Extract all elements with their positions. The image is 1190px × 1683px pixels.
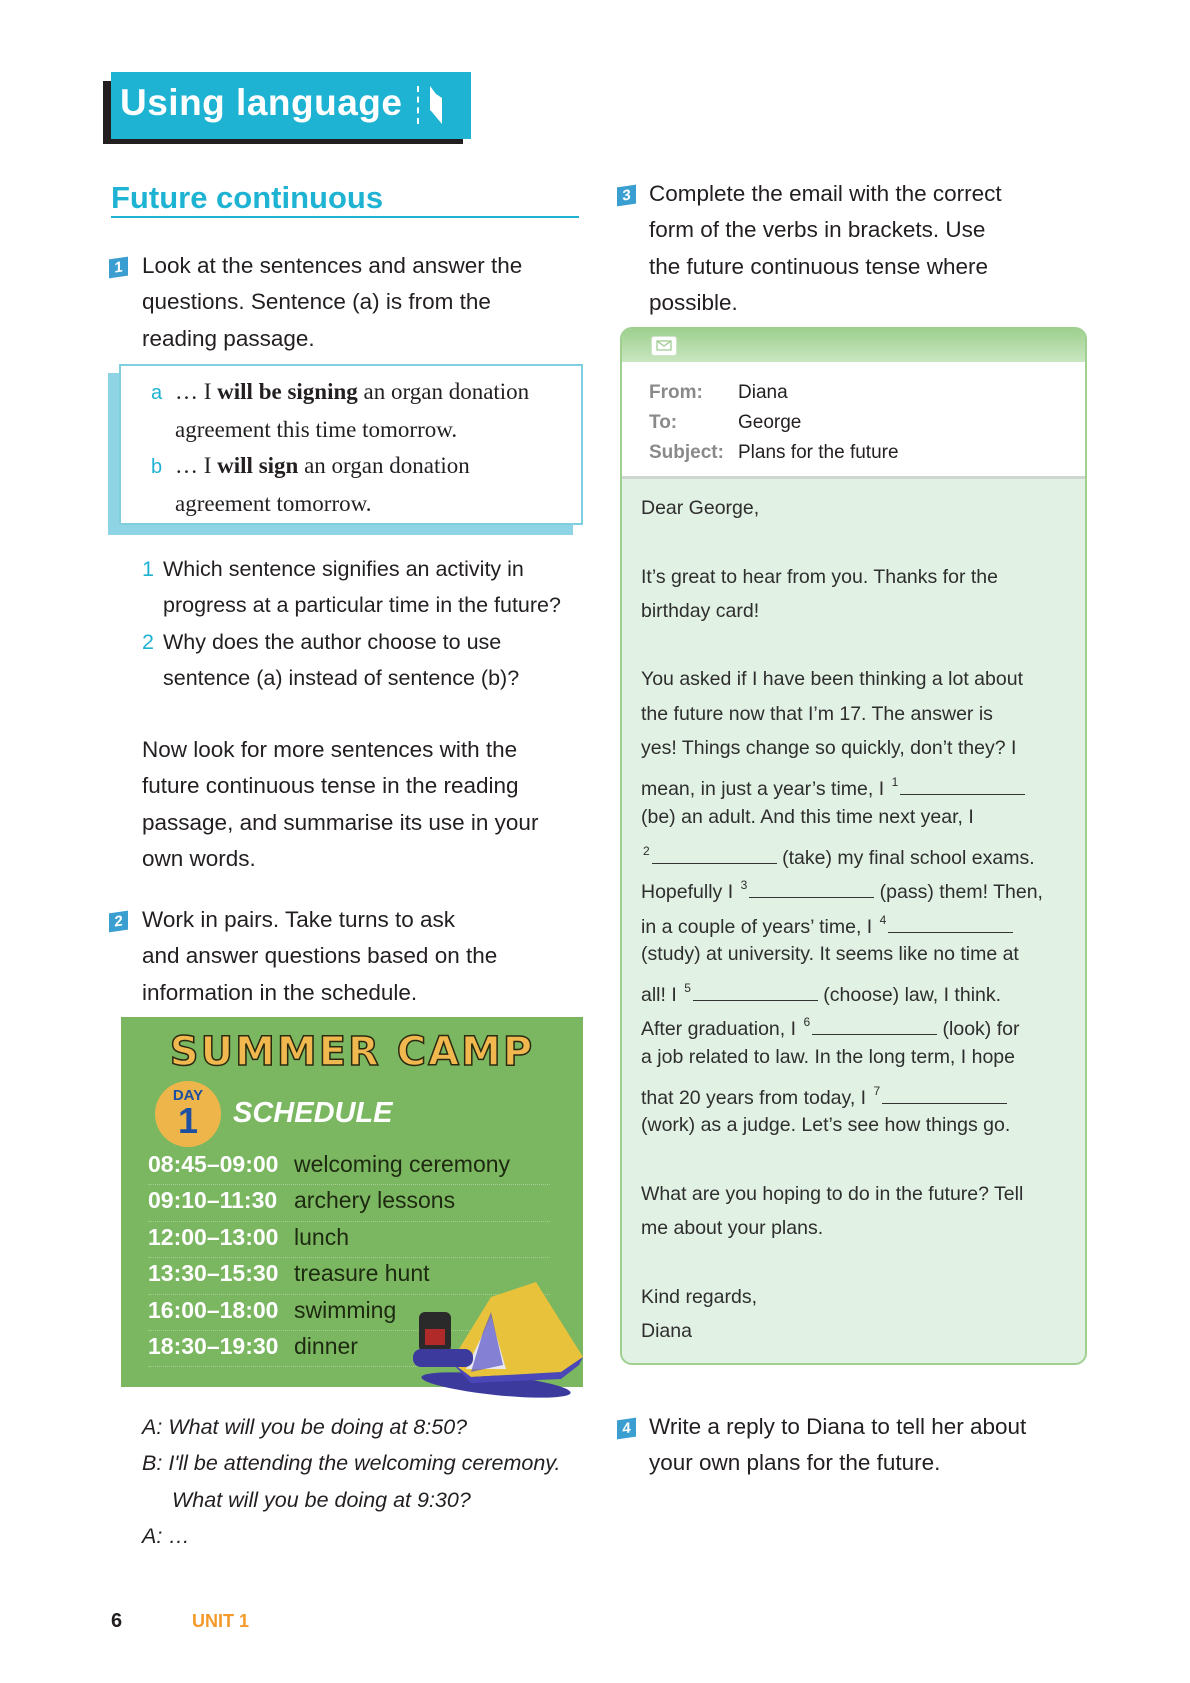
blank-number: 4 bbox=[879, 912, 887, 927]
example-text: agreement this time tomorrow. bbox=[175, 416, 458, 442]
blank-number: 6 bbox=[803, 1015, 811, 1030]
schedule-time: 08:45–09:00 bbox=[148, 1151, 279, 1177]
schedule-time: 12:00–13:00 bbox=[148, 1223, 279, 1250]
email-text: the future now that I’m 17. The answer is bbox=[641, 702, 993, 725]
dialogue-text: I'll be attending the welcoming ceremony. bbox=[168, 1451, 561, 1476]
blank-number: 1 bbox=[891, 775, 899, 790]
exercise-3-instruction bbox=[649, 176, 1002, 321]
example-b bbox=[151, 448, 581, 486]
blank-number: 7 bbox=[873, 1084, 881, 1099]
email-line bbox=[641, 937, 1081, 971]
schedule-heading: SCHEDULE bbox=[233, 1097, 393, 1129]
email-text: that 20 years from today, I bbox=[641, 1087, 872, 1110]
answer-blank[interactable] bbox=[900, 777, 1025, 795]
example-verb: will be signing bbox=[217, 379, 358, 404]
speaker: A: bbox=[142, 1415, 163, 1439]
email-line bbox=[641, 628, 1081, 662]
email-window bbox=[620, 327, 1087, 1365]
instruction-line: possible. bbox=[649, 289, 738, 315]
blank-number: 5 bbox=[684, 981, 691, 996]
email-from bbox=[649, 378, 1085, 408]
day-badge bbox=[155, 1081, 221, 1147]
schedule-row bbox=[148, 1185, 550, 1221]
blank-number: 3 bbox=[740, 878, 748, 893]
example-text: agreement tomorrow. bbox=[175, 490, 372, 516]
email-line bbox=[641, 971, 1081, 1005]
answer-blank[interactable] bbox=[882, 1086, 1007, 1104]
answer-blank[interactable] bbox=[888, 915, 1013, 933]
exercise-2-number-icon: 2 bbox=[109, 911, 128, 933]
email-line bbox=[641, 662, 1081, 696]
tent-illustration-icon bbox=[411, 1277, 591, 1402]
question-number: 1 bbox=[142, 557, 154, 581]
answer-blank[interactable] bbox=[812, 1017, 937, 1035]
email-header-bar bbox=[622, 329, 1085, 362]
example-text: … I bbox=[175, 453, 218, 478]
question-item bbox=[142, 551, 561, 587]
schedule-activity: archery lessons bbox=[294, 1187, 456, 1214]
dialogue-text: What will you be doing at 8:50? bbox=[168, 1415, 468, 1439]
email-text: (be) an adult. And this time next year, I bbox=[641, 805, 974, 828]
email-text: It’s great to hear from you. Thanks for the bbox=[641, 565, 998, 588]
dialogue-line bbox=[142, 1409, 560, 1445]
speaker: B: bbox=[142, 1451, 163, 1476]
dialogue-line bbox=[142, 1518, 560, 1554]
exercise-4-number-icon: 4 bbox=[617, 1418, 636, 1440]
dialogue-text: … bbox=[168, 1523, 190, 1548]
email-line bbox=[641, 834, 1081, 868]
questions-list bbox=[142, 551, 561, 696]
email-meta bbox=[622, 362, 1085, 479]
email-text: Dear George, bbox=[641, 497, 760, 519]
example-text: … I bbox=[175, 379, 218, 404]
email-text: yes! Things change so quickly, don’t they? I bbox=[641, 737, 1017, 760]
question-number: 2 bbox=[142, 629, 154, 654]
exercise-1-number-icon: 1 bbox=[109, 257, 128, 279]
to-label: To: bbox=[649, 412, 678, 433]
schedule-row bbox=[148, 1222, 550, 1258]
instruction-line: Write a reply to Diana to tell her about bbox=[649, 1414, 1027, 1439]
instruction-line: your own plans for the future. bbox=[649, 1450, 941, 1476]
question-item bbox=[142, 624, 561, 660]
instruction-line: Complete the email with the correct bbox=[649, 181, 1002, 206]
example-sentences-box bbox=[119, 364, 583, 525]
email-line bbox=[641, 731, 1081, 765]
email-text: After graduation, I bbox=[641, 1018, 802, 1041]
instruction-line: information in the schedule. bbox=[142, 979, 418, 1005]
email-line bbox=[641, 1005, 1081, 1039]
dialogue bbox=[142, 1409, 560, 1554]
schedule-title: SUMMER CAMP bbox=[169, 1029, 535, 1075]
from-value: Diana bbox=[738, 382, 788, 403]
email-text: (work) as a judge. Let’s see how things go. bbox=[641, 1114, 1011, 1137]
question-text: sentence (a) instead of sentence (b)? bbox=[163, 665, 520, 690]
banner-title: Using language bbox=[120, 82, 403, 123]
email-line bbox=[641, 1246, 1081, 1280]
email-line bbox=[641, 1143, 1081, 1177]
email-body bbox=[641, 491, 1081, 1348]
example-letter: a bbox=[151, 382, 163, 404]
email-text: (pass) them! Then, bbox=[874, 881, 1043, 904]
email-line bbox=[641, 1211, 1081, 1245]
example-text: an organ donation bbox=[357, 379, 530, 404]
schedule-activity: lunch bbox=[294, 1223, 349, 1250]
answer-blank[interactable] bbox=[749, 880, 874, 898]
email-text: a job related to law. In the long term, I hope bbox=[641, 1045, 1015, 1068]
email-text: (study) at university. It seems like no time at bbox=[641, 942, 1019, 965]
email-subject bbox=[649, 438, 1085, 468]
instruction-line: form of the verbs in brackets. Use bbox=[649, 217, 986, 243]
schedule-time: 16:00–18:00 bbox=[148, 1296, 279, 1323]
to-value: George bbox=[738, 412, 802, 433]
schedule-activity: swimming bbox=[294, 1296, 397, 1323]
answer-blank[interactable] bbox=[652, 846, 777, 864]
subject-label: Subject: bbox=[649, 442, 724, 463]
subject-value: Plans for the future bbox=[738, 442, 899, 463]
instruction-line: reading passage. bbox=[142, 325, 315, 351]
question-text: progress at a particular time in the future? bbox=[163, 593, 561, 618]
from-label: From: bbox=[649, 382, 703, 403]
summer-camp-schedule bbox=[121, 1017, 583, 1387]
bookmark-icon bbox=[428, 86, 444, 126]
speaker: A: bbox=[142, 1523, 163, 1548]
instruction-line: own words. bbox=[142, 845, 256, 871]
instruction-line: and answer questions based on the bbox=[142, 943, 498, 969]
email-line bbox=[641, 697, 1081, 731]
schedule-activity: treasure hunt bbox=[294, 1260, 430, 1287]
instruction-line: Look at the sentences and answer the bbox=[142, 253, 523, 278]
question-text: Which sentence signifies an activity in bbox=[163, 557, 524, 581]
instruction-line: future continuous tense in the reading bbox=[142, 773, 519, 799]
email-line bbox=[641, 903, 1081, 937]
day-number: 1 bbox=[177, 1100, 199, 1141]
exercise-1-instruction bbox=[142, 248, 522, 357]
email-line bbox=[641, 491, 1081, 525]
instruction-line: Work in pairs. Take turns to ask bbox=[142, 907, 456, 932]
example-verb: will sign bbox=[217, 453, 299, 478]
email-line bbox=[641, 1177, 1081, 1211]
email-text: in a couple of years’ time, I bbox=[641, 915, 878, 938]
email-text: all! I bbox=[641, 984, 683, 1007]
page-number: 6 bbox=[111, 1610, 123, 1632]
email-text: (take) my final school exams. bbox=[776, 846, 1035, 869]
email-text: Diana bbox=[641, 1320, 692, 1343]
email-text: Hopefully I bbox=[641, 881, 739, 904]
email-line bbox=[641, 1280, 1081, 1314]
email-line bbox=[641, 560, 1081, 594]
schedule-time: 18:30–19:30 bbox=[148, 1333, 279, 1359]
answer-blank[interactable] bbox=[693, 983, 818, 1001]
blank-number: 2 bbox=[643, 843, 650, 858]
example-a bbox=[151, 374, 581, 412]
section-banner bbox=[111, 72, 471, 139]
envelope-icon bbox=[651, 336, 677, 356]
email-text: What are you hoping to do in the future? Tell bbox=[641, 1182, 1024, 1205]
day-label: DAY bbox=[172, 1087, 204, 1104]
email-text: me about your plans. bbox=[641, 1217, 824, 1240]
email-line bbox=[641, 1040, 1081, 1074]
instruction-line: passage, and summarise its use in your bbox=[142, 809, 539, 835]
schedule-row bbox=[148, 1149, 550, 1185]
email-line bbox=[641, 1314, 1081, 1348]
email-text: You asked if I have been thinking a lot about bbox=[641, 668, 1023, 691]
unit-label: UNIT 1 bbox=[192, 1611, 250, 1631]
section-title: Future continuous bbox=[111, 180, 384, 215]
schedule-activity: welcoming ceremony bbox=[294, 1151, 511, 1177]
banner-divider bbox=[417, 86, 419, 124]
email-line bbox=[641, 800, 1081, 834]
email-text: mean, in just a year’s time, I bbox=[641, 778, 890, 801]
email-text: (look) for bbox=[937, 1018, 1020, 1041]
instruction-line: the future continuous tense where bbox=[649, 253, 988, 279]
dialogue-line bbox=[142, 1482, 560, 1518]
email-line bbox=[641, 1108, 1081, 1142]
email-line bbox=[641, 525, 1081, 559]
schedule-time: 13:30–15:30 bbox=[148, 1260, 279, 1287]
email-text: Kind regards, bbox=[641, 1285, 757, 1308]
dialogue-text: What will you be doing at 9:30? bbox=[172, 1487, 471, 1512]
question-text: Why does the author choose to use bbox=[163, 629, 502, 654]
instruction-line: questions. Sentence (a) is from the bbox=[142, 289, 491, 315]
schedule-time: 09:10–11:30 bbox=[148, 1187, 278, 1214]
followup-instruction bbox=[142, 732, 538, 877]
email-to bbox=[649, 408, 1085, 438]
example-letter: b bbox=[151, 456, 163, 478]
exercise-2-instruction bbox=[142, 902, 497, 1011]
email-line bbox=[641, 765, 1081, 799]
exercise-3-number-icon: 3 bbox=[617, 185, 636, 207]
instruction-line: Now look for more sentences with the bbox=[142, 737, 518, 762]
dialogue-line bbox=[142, 1445, 560, 1481]
email-line bbox=[641, 594, 1081, 628]
email-line bbox=[641, 868, 1081, 902]
section-underline bbox=[111, 216, 579, 218]
example-text: an organ donation bbox=[298, 453, 470, 478]
email-text: (choose) law, I think. bbox=[817, 984, 1002, 1007]
exercise-4-instruction bbox=[649, 1409, 1026, 1482]
email-text: birthday card! bbox=[641, 599, 760, 622]
email-line bbox=[641, 1074, 1081, 1108]
schedule-activity: dinner bbox=[294, 1333, 358, 1359]
